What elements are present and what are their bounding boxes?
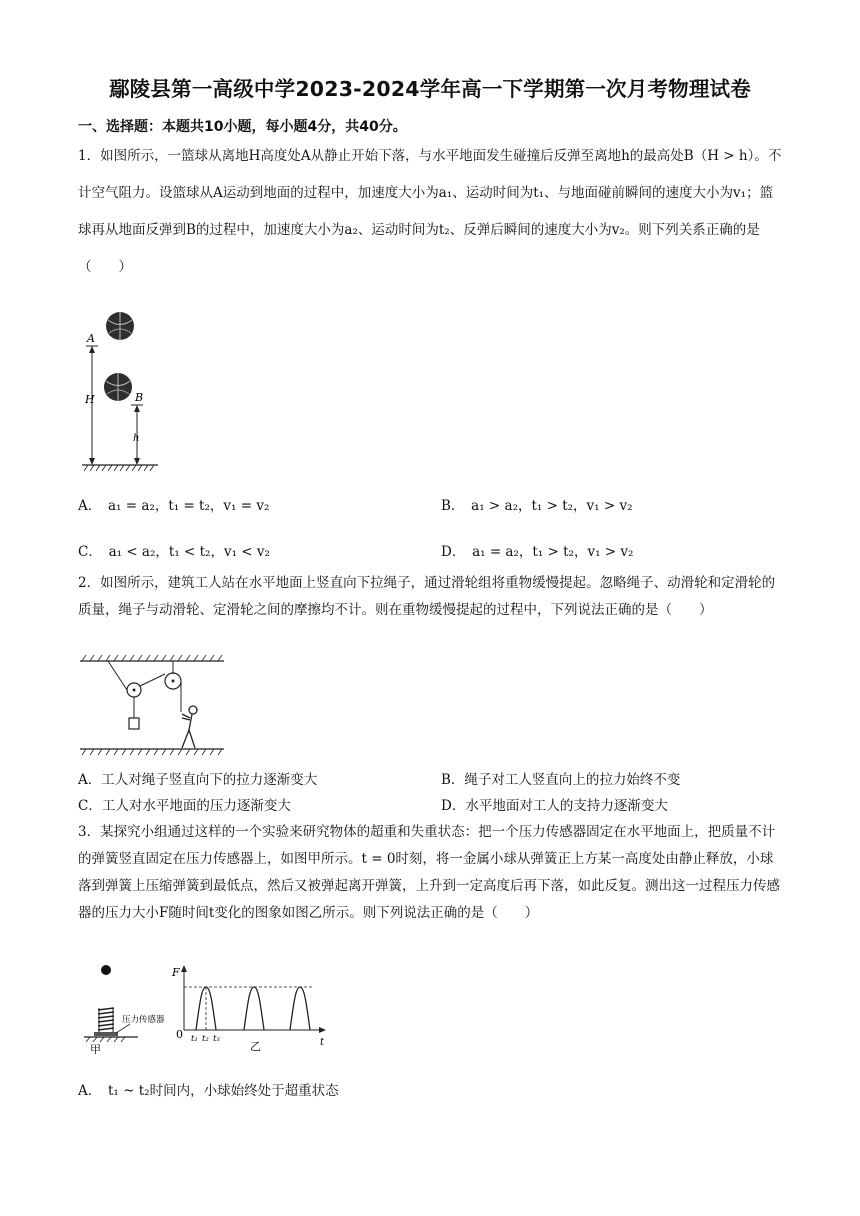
q1-option-a[interactable]: A． a₁ = a₂，t₁ = t₂，v₁ = v₂ [78, 498, 270, 514]
q2-option-c[interactable]: C．工人对水平地面的压力逐渐变大 [78, 798, 291, 814]
q1-option-b[interactable]: B． a₁ > a₂，t₁ > t₂，v₁ > v₂ [441, 498, 633, 514]
q3-axis-t: t [320, 1037, 325, 1048]
q3-stem: 3．某探究小组通过这样的一个实验来研究物体的超重和失重状态：把一个压力传感器固定在水平地面上，把质量不计的弹簧竖直固定在压力传感器上，如图甲所示。t = 0时刻，将一金属小球从弹簧正上方某一高度处由静止释放，小球落到弹簧上压缩弹簧到最低点，然后又被弹起离开弹簧，上升到一定高度后再下落，如此反复。测出这一过程压力传感器的压力大小F随时间t变化的图象如图乙所示。则下列说法正确的是（ ） [78, 824, 780, 921]
basketball-icon [104, 373, 132, 401]
q2-option-a[interactable]: A．工人对绳子竖直向下的拉力逐渐变大 [78, 772, 318, 788]
pulley-icon [127, 683, 141, 697]
q3-sensor-label: 压力传感器 [122, 1015, 165, 1025]
q1-label-A: A [87, 332, 95, 345]
q1-label-h: h [133, 433, 140, 444]
pulley-icon [165, 673, 181, 689]
q2-option-b[interactable]: B．绳子对工人竖直向上的拉力始终不变 [441, 772, 681, 788]
q3-tick-t3: t₃ [213, 1034, 220, 1044]
q2-figure [78, 652, 228, 758]
q3-tick-t1: t₁ [191, 1034, 198, 1044]
q3-label-yi: 乙 [250, 1040, 261, 1053]
page-title: 鄢陵县第一高级中学2023-2024学年高一下学期第一次月考物理试卷 [109, 77, 751, 101]
q1-figure [78, 303, 168, 473]
basketball-icon [106, 312, 134, 340]
q3-tick-t2: t₂ [202, 1034, 209, 1044]
q1-stem: 1．如图所示，一篮球从离地H高度处A从静止开始下落，与水平地面发生碰撞后反弹至离地h的最高处B（H > h）。不计空气阻力。设篮球从A运动到地面的过程中，加速度大小为a₁、运动时间为t₁、与地面碰前瞬间的速度大小为v₁；篮球再从地面反弹到B的过程中，加速度大小为a₂、运动时间为t₂、反弹后瞬间的速度大小为v₂。则下列关系正确的是（ ） [78, 148, 782, 275]
q3-axis-zero: 0 [176, 1028, 183, 1041]
q3-label-jia: 甲 [90, 1043, 101, 1056]
section-heading: 一、选择题：本题共10小题，每小题4分，共40分。 [78, 119, 407, 135]
q1-label-H: H [85, 393, 95, 406]
worker-icon [182, 706, 197, 748]
q1-option-c[interactable]: C． a₁ < a₂，t₁ < t₂，v₁ < v₂ [78, 544, 270, 560]
q1-label-B: B [135, 391, 144, 404]
q2-option-d[interactable]: D．水平地面对工人的支持力逐渐变大 [441, 798, 668, 814]
q3-option-a[interactable]: A． t₁ ~ t₂时间内，小球始终处于超重状态 [78, 1083, 339, 1099]
q3-figure [78, 960, 338, 1056]
q3-axis-F: F [172, 966, 180, 979]
q2-stem: 2．如图所示，建筑工人站在水平地面上竖直向下拉绳子，通过滑轮组将重物缓慢提起。忽略绳子、动滑轮和定滑轮的质量，绳子与动滑轮、定滑轮之间的摩擦均不计。则在重物缓慢提起的过程中，下列说法正确的是（ ） [78, 575, 776, 618]
q1-option-d[interactable]: D． a₁ = a₂，t₁ > t₂，v₁ > v₂ [441, 544, 634, 560]
